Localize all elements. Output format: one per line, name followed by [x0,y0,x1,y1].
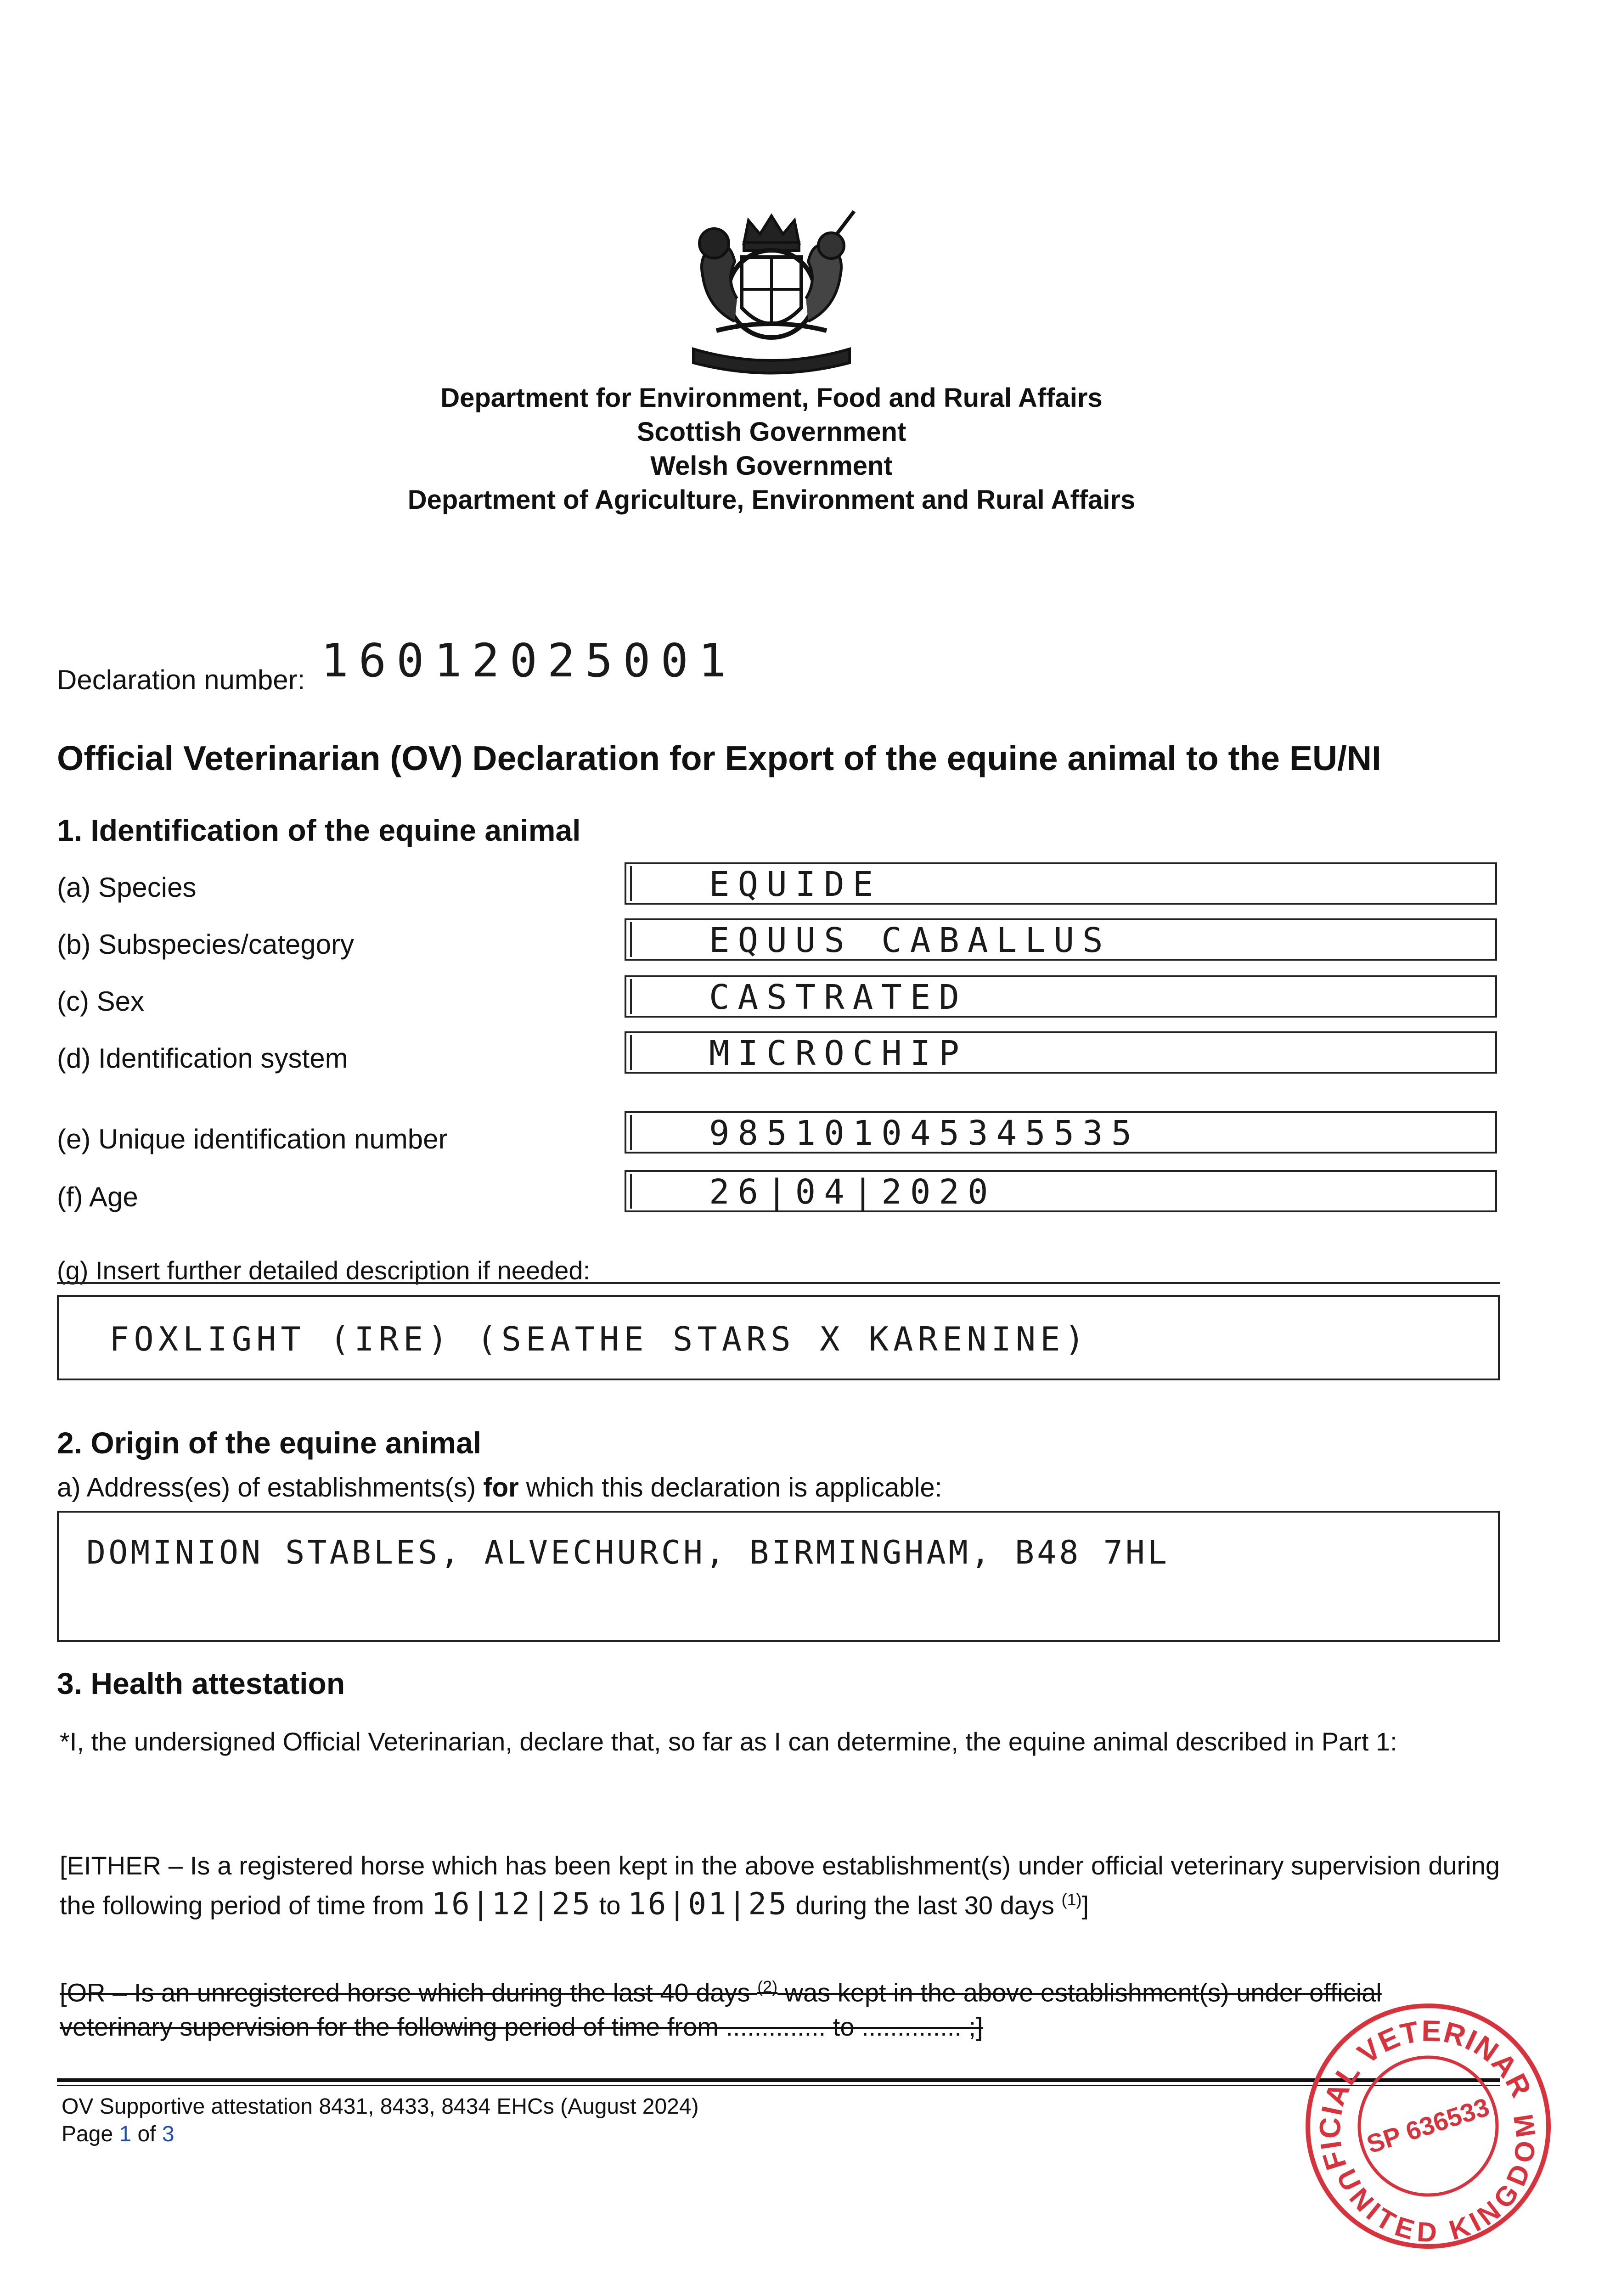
species-value: EQUIDE [709,865,882,904]
sex-value: CASTRATED [709,978,968,1017]
footer-page-number [62,2122,175,2147]
either-footnote-ref: (1) [1061,1890,1082,1909]
stamp-center-text: SP 636533 [1363,2092,1493,2159]
identification-system-label: (d) Identification system [57,1043,348,1074]
page-title: Official Veterinarian (OV) Declaration for Export of the equine animal to the EU/NI [57,739,1381,777]
description-label: (g) Insert further detailed description if needed: [57,1256,591,1285]
age-field [625,1170,1497,1212]
department-header [0,381,1543,517]
or-footnote-ref: (2) [757,1977,778,1996]
either-from-date: 16|12|25 [431,1886,592,1922]
official-veterinarian-stamp [1295,1993,1561,2259]
declaration-number-row [57,634,736,693]
either-post-text: during the last 30 days [788,1891,1062,1920]
department-line: Scottish Government [636,417,906,447]
department-line: Department for Environment, Food and Rural Affairs [440,383,1103,413]
page-word: Page [62,2122,119,2146]
address-label [57,1472,942,1503]
description-box [57,1295,1500,1380]
address-box [57,1511,1500,1642]
either-clause-text: [EITHER – Is a registered horse which has been kept in the above establishment(s) under official veterinary supervision during the following period of time from [60,1851,1500,1920]
footer-attestation: OV Supportive attestation 8431, 8433, 8434 EHCs (August 2024) [62,2094,699,2119]
department-line: Welsh Government [650,451,893,481]
or-clause-post: was kept in the above establishment(s) under official veterinary supervision for the following period of time from .............. to .............. ;] [60,1978,1382,2041]
page-current: 1 [119,2122,132,2146]
svg-text:OFFICIAL VETERINARIAN [1295,1993,1543,2183]
address-label-bold: for [483,1473,519,1503]
department-line: Department of Agriculture, Environment and Rural Affairs [407,485,1136,515]
subspecies-label: (b) Subspecies/category [57,929,354,960]
page-total: 3 [162,2122,175,2146]
sex-label: (c) Sex [57,986,145,1017]
unique-id-value: 985101045345535 [709,1114,1140,1153]
either-to-word: to [592,1891,628,1920]
sex-field [625,975,1497,1018]
declaration-number-value: 16012025001 [321,634,736,687]
health-intro: *I, the undersigned Official Veterinarian, declare that, so far as I can determine, the equine animal described in Part 1: [60,1727,1397,1756]
footer-rule-thin [57,2085,1500,2086]
subspecies-field [625,918,1497,961]
footer-rule-thick [57,2078,1500,2082]
description-top-rule [57,1282,1500,1284]
address-value: DOMINION STABLES, ALVECHURCH, BIRMINGHAM, B48 7HL [86,1534,1170,1571]
declaration-number-label: Declaration number: [57,664,305,695]
stamp-top-text: OFFICIAL VETERINARIAN [1313,2014,1538,2174]
subspecies-value: EQUUS CABALLUS [709,921,1111,960]
stamp-bottom-text: UNITED KINGDOM [1330,2111,1542,2248]
species-label: (a) Species [57,872,197,903]
section3-heading: 3. Health attestation [57,1666,345,1700]
identification-system-value: MICROCHIP [709,1034,968,1073]
age-value: 26|04|2020 [709,1172,996,1212]
address-label-post: which this declaration is applicable: [518,1473,942,1503]
unique-id-field [625,1111,1497,1154]
royal-coat-of-arms-logo [675,202,868,377]
or-clause-text: [OR – Is an unregistered horse which during the last 40 days [60,1978,758,2007]
page-of: of [131,2122,162,2146]
description-value: FOXLIGHT (IRE) (SEATHE STARS X KARENINE) [109,1320,1089,1358]
either-end-bracket: ] [1081,1891,1089,1920]
species-field [625,862,1497,905]
address-label-pre: a) Address(es) of establishments(s) [57,1473,484,1503]
section1-heading: 1. Identification of the equine animal [57,813,581,847]
age-label: (f) Age [57,1182,138,1212]
unique-id-label: (e) Unique identification number [57,1124,448,1154]
section2-heading: 2. Origin of the equine animal [57,1426,482,1460]
identification-system-field [625,1031,1497,1074]
either-to-date: 16|01|25 [627,1886,788,1922]
or-clause-struck [60,1970,1500,2044]
either-clause [60,1849,1500,1923]
